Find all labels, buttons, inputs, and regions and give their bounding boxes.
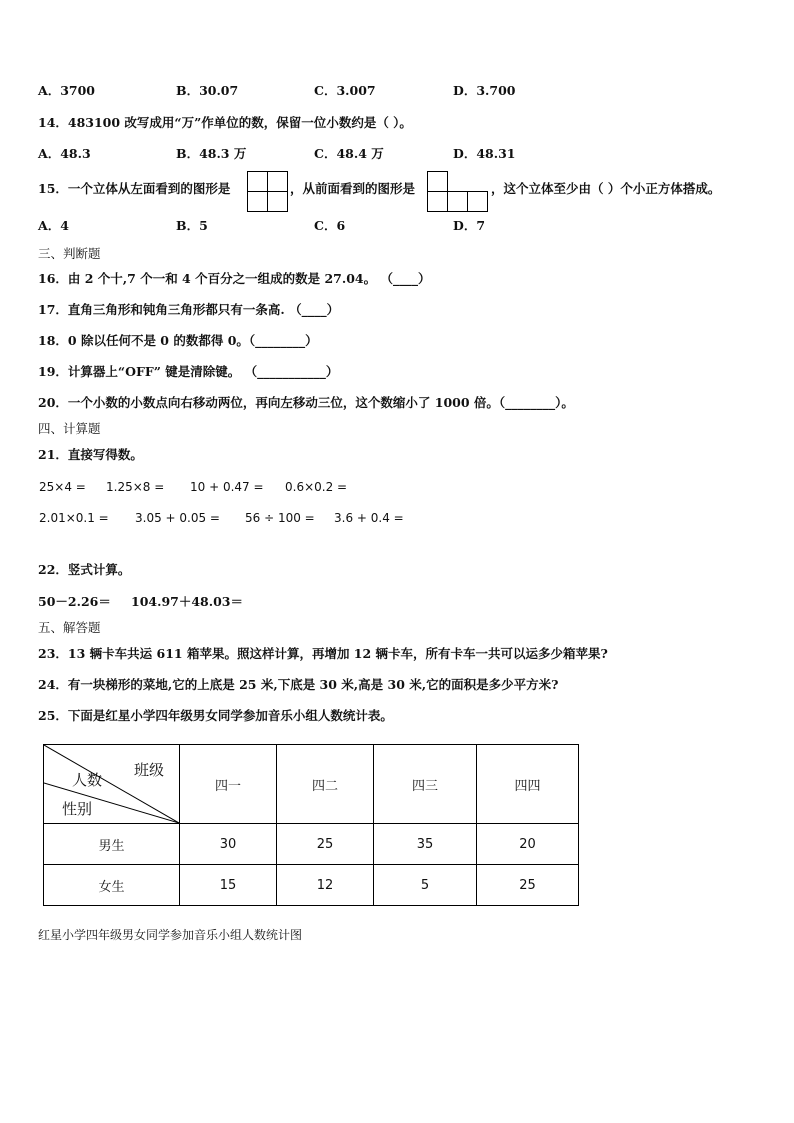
- class-header: 四四: [477, 745, 579, 824]
- calc-item: 10 + 0.47 =: [190, 480, 264, 494]
- class-header: 四二: [277, 745, 374, 824]
- stat-table: [43, 744, 579, 906]
- q14-option-a: A．48.3: [38, 146, 91, 161]
- q15-option-b: B．5: [176, 218, 208, 233]
- section4-title: 四、计算题: [38, 421, 101, 436]
- q13-option-a: A．3700: [38, 83, 95, 98]
- q15-text-part2: ，从前面看到的图形是: [290, 181, 416, 196]
- q13-option-c: C．3.007: [314, 83, 376, 98]
- q14-text: 14．483100 改写成用“万”作单位的数，保留一位小数约是（ ）。: [38, 115, 412, 130]
- q22-title: 22．竖式计算。: [38, 562, 131, 577]
- header-gender-label: 性别: [62, 800, 93, 818]
- table-row: [44, 824, 579, 865]
- q15-option-d: D．7: [453, 218, 486, 233]
- q21-title: 21．直接写得数。: [38, 447, 143, 462]
- table-row: [44, 865, 579, 906]
- front-view-figure: [427, 171, 489, 211]
- diagonal-header-cell: [44, 745, 180, 824]
- q22-item: 104.97＋48.03＝: [131, 594, 243, 609]
- table-cell: 30: [180, 824, 277, 865]
- row-label: 女生: [44, 865, 180, 906]
- q15-option-c: C．6: [314, 218, 346, 233]
- calc-item: 25×4 =: [39, 480, 86, 494]
- q17-text: 17．直角三角形和钝角三角形都只有一条高. （____）: [38, 302, 340, 317]
- class-header: 四一: [180, 745, 277, 824]
- table-cell: 12: [277, 865, 374, 906]
- q19-text: 19．计算器上“OFF” 键是清除键。 （___________）: [38, 364, 339, 379]
- q13-option-d: D．3.700: [453, 83, 516, 98]
- q20-text: 20．一个小数的小数点向右移动两位，再向左移动三位，这个数缩小了 1000 倍。（________）。: [38, 395, 574, 410]
- row-label: 男生: [44, 824, 180, 865]
- q18-text: 18．0 除以任何不是 0 的数都得 0。（________）: [38, 333, 318, 348]
- table-cell: 15: [180, 865, 277, 906]
- q13-option-b: B．30.07: [176, 83, 239, 98]
- calc-item: 3.6 + 0.4 =: [334, 511, 404, 525]
- q25-text: 25．下面是红星小学四年级男女同学参加音乐小组人数统计表。: [38, 708, 393, 723]
- table-cell: 25: [277, 824, 374, 865]
- section3-title: 三、判断题: [38, 246, 101, 261]
- q15-text-part3: ，这个立体至少由（ ）个小正方体搭成。: [491, 181, 721, 196]
- q15-text-part1: 15．一个立体从左面看到的图形是: [38, 181, 231, 196]
- left-view-figure: [247, 171, 287, 211]
- calc-item: 2.01×0.1 =: [39, 511, 109, 525]
- calc-item: 3.05 + 0.05 =: [135, 511, 220, 525]
- q23-text: 23．13 辆卡车共运 611 箱苹果。照这样计算，再增加 12 辆卡车，所有卡车一共可以运多少箱苹果?: [38, 646, 608, 661]
- table-cell: 5: [374, 865, 477, 906]
- header-count-label: 人数: [72, 771, 103, 789]
- q14-option-b: B．48.3 万: [176, 146, 247, 161]
- class-header: 四三: [374, 745, 477, 824]
- q24-text: 24．有一块梯形的菜地,它的上底是 25 米,下底是 30 米,高是 30 米,它的面积是多少平方米?: [38, 677, 559, 692]
- header-class-label: 班级: [134, 761, 165, 779]
- q14-option-c: C．48.4 万: [314, 146, 384, 161]
- table-cell: 25: [477, 865, 579, 906]
- section5-title: 五、解答题: [38, 620, 101, 635]
- q22-item: 50－2.26＝: [38, 594, 111, 609]
- q14-option-d: D．48.31: [453, 146, 516, 161]
- q16-text: 16．由 2 个十,7 个一和 4 个百分之一组成的数是 27.04。 （____）: [38, 271, 431, 286]
- calc-item: 1.25×8 =: [106, 480, 165, 494]
- table-cell: 35: [374, 824, 477, 865]
- chart-caption: 红星小学四年级男女同学参加音乐小组人数统计图: [38, 928, 303, 942]
- calc-item: 56 ÷ 100 =: [245, 511, 315, 525]
- q15-option-a: A．4: [38, 218, 69, 233]
- table-cell: 20: [477, 824, 579, 865]
- calc-item: 0.6×0.2 =: [285, 480, 348, 494]
